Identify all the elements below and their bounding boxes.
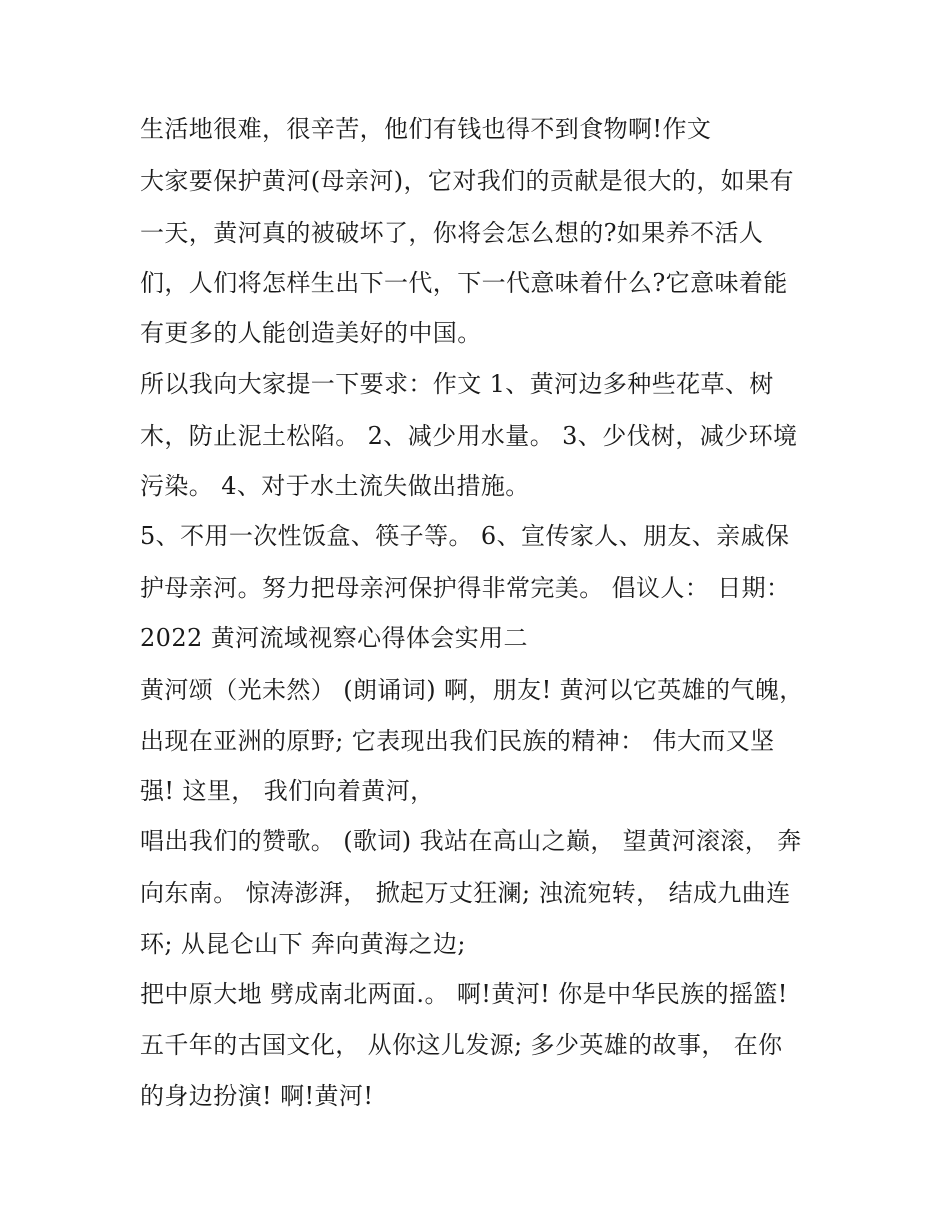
text-line: 木，防止泥土松陷。 2、减少用水量。 3、少伐树，减少环境: [140, 422, 798, 450]
text-line: 5、不用一次性饭盒、筷子等。 6、宣传家人、朋友、亲戚保: [140, 522, 790, 550]
section-heading: 2022 黄河流域视察心得体会实用二: [140, 624, 528, 652]
text-line: 唱出我们的赞歌。 (歌词) 我站在高山之巅， 望黄河滚滚， 奔: [140, 827, 802, 855]
text-line: 大家要保护黄河(母亲河)，它对我们的贡献是很大的，如果有: [140, 167, 794, 195]
text-line: 向东南。 惊涛澎湃， 掀起万丈狂澜; 浊流宛转， 结成九曲连: [140, 879, 791, 907]
text-line: 一天，黄河真的被破坏了，你将会怎么想的?如果养不活人: [140, 219, 764, 247]
text-line: 五千年的古国文化， 从你这儿发源; 多少英雄的故事， 在你: [140, 1031, 783, 1059]
text-line: 生活地很难，很辛苦，他们有钱也得不到食物啊!作文: [140, 115, 712, 143]
text-line: 强! 这里， 我们向着黄河，: [140, 777, 435, 805]
text-line: 的身边扮演! 啊!黄河!: [140, 1082, 374, 1110]
text-line: 环; 从昆仑山下 奔向黄海之边;: [140, 930, 466, 958]
text-line: 们，人们将怎样生出下一代，下一代意味着什么?它意味着能: [140, 269, 788, 297]
text-line: 有更多的人能创造美好的中国。: [140, 319, 482, 347]
text-line: 出现在亚洲的原野; 它表现出我们民族的精神： 伟大而又坚: [140, 727, 775, 755]
text-line: 把中原大地 劈成南北两面.。 啊!黄河! 你是中华民族的摇篮!: [140, 980, 788, 1008]
text-line: 护母亲河。努力把母亲河保护得非常完美。 倡议人： 日期：: [140, 574, 791, 602]
text-line: 污染。 4、对于水土流失做出措施。: [140, 472, 530, 500]
text-line: 黄河颂（光未然） (朗诵词) 啊，朋友! 黄河以它英雄的气魄，: [140, 676, 804, 704]
text-line: 所以我向大家提一下要求：作文 1、黄河边多种些花草、树: [140, 370, 774, 398]
